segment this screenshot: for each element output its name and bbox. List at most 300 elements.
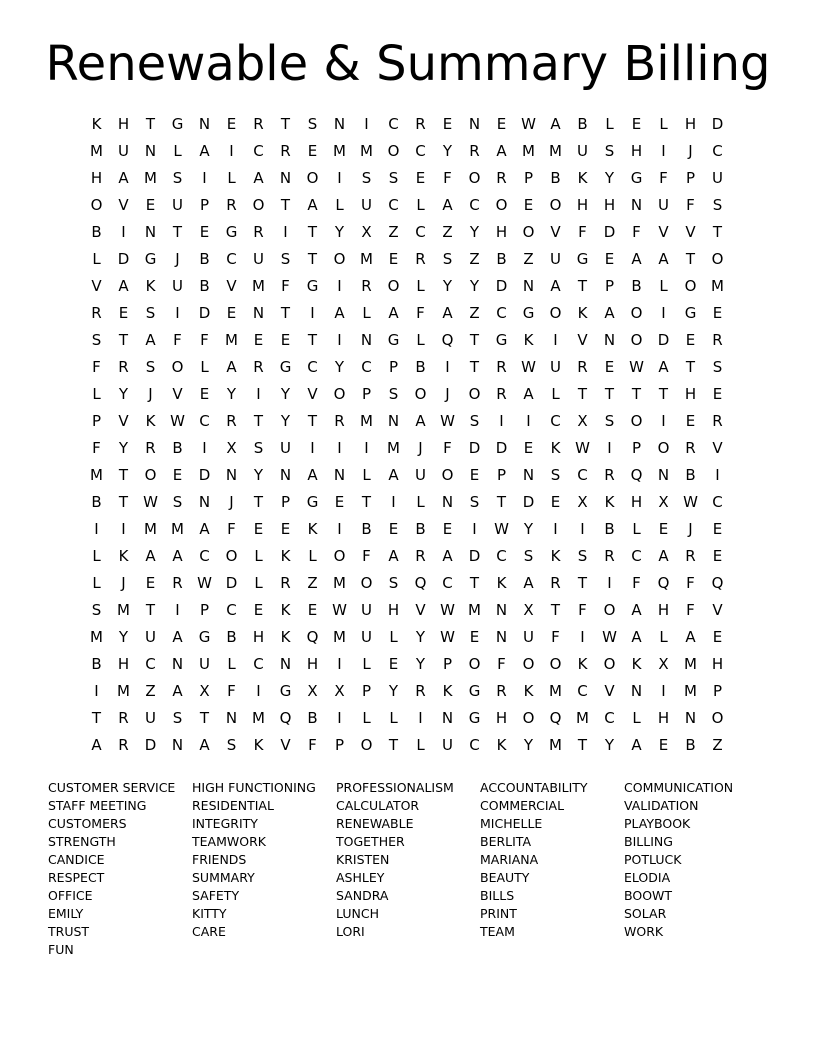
- grid-letter[interactable]: I: [337, 439, 342, 457]
- grid-letter[interactable]: I: [472, 520, 477, 538]
- grid-letter[interactable]: E: [307, 142, 318, 160]
- grid-letter[interactable]: L: [92, 385, 101, 403]
- grid-letter[interactable]: A: [442, 304, 453, 322]
- grid-letter[interactable]: X: [658, 655, 669, 673]
- grid-letter[interactable]: L: [254, 547, 263, 565]
- grid-letter[interactable]: F: [200, 331, 209, 349]
- grid-letter[interactable]: C: [469, 196, 480, 214]
- grid-letter[interactable]: T: [550, 601, 561, 619]
- grid-letter[interactable]: V: [172, 385, 183, 403]
- grid-letter[interactable]: L: [416, 196, 425, 214]
- grid-letter[interactable]: G: [279, 682, 292, 700]
- grid-letter[interactable]: L: [632, 520, 641, 538]
- grid-letter[interactable]: T: [658, 385, 669, 403]
- grid-letter[interactable]: A: [685, 628, 696, 646]
- grid-letter[interactable]: E: [550, 493, 561, 511]
- grid-letter[interactable]: E: [388, 655, 399, 673]
- grid-letter[interactable]: S: [226, 736, 237, 754]
- grid-letter[interactable]: P: [442, 655, 453, 673]
- grid-letter[interactable]: Y: [226, 385, 237, 403]
- grid-letter[interactable]: I: [337, 277, 342, 295]
- grid-letter[interactable]: M: [387, 439, 400, 457]
- grid-letter[interactable]: R: [604, 547, 615, 565]
- grid-letter[interactable]: P: [199, 196, 210, 214]
- grid-letter[interactable]: R: [712, 412, 723, 430]
- grid-letter[interactable]: Q: [441, 331, 454, 349]
- grid-letter[interactable]: I: [661, 682, 666, 700]
- grid-letter[interactable]: Q: [306, 628, 319, 646]
- grid-letter[interactable]: N: [684, 709, 697, 727]
- grid-letter[interactable]: H: [711, 655, 724, 673]
- grid-letter[interactable]: J: [418, 439, 423, 457]
- grid-letter[interactable]: G: [279, 358, 292, 376]
- grid-letter[interactable]: U: [118, 142, 129, 160]
- grid-letter[interactable]: I: [661, 412, 666, 430]
- grid-letter[interactable]: R: [172, 574, 183, 592]
- grid-letter[interactable]: E: [172, 466, 183, 484]
- grid-letter[interactable]: K: [577, 169, 588, 187]
- grid-letter[interactable]: E: [145, 196, 156, 214]
- grid-letter[interactable]: O: [144, 466, 157, 484]
- grid-letter[interactable]: R: [577, 358, 588, 376]
- grid-letter[interactable]: R: [415, 682, 426, 700]
- grid-letter[interactable]: U: [550, 358, 561, 376]
- grid-letter[interactable]: T: [712, 223, 723, 241]
- grid-letter[interactable]: O: [360, 736, 373, 754]
- grid-letter[interactable]: T: [469, 574, 480, 592]
- grid-letter[interactable]: A: [199, 142, 210, 160]
- grid-letter[interactable]: E: [118, 304, 129, 322]
- grid-letter[interactable]: R: [226, 412, 237, 430]
- grid-letter[interactable]: M: [252, 277, 265, 295]
- grid-letter[interactable]: R: [91, 304, 102, 322]
- grid-letter[interactable]: R: [712, 331, 723, 349]
- grid-letter[interactable]: C: [307, 358, 318, 376]
- grid-letter[interactable]: A: [523, 385, 534, 403]
- grid-letter[interactable]: M: [225, 331, 238, 349]
- grid-letter[interactable]: Y: [442, 277, 453, 295]
- grid-letter[interactable]: E: [685, 331, 696, 349]
- grid-letter[interactable]: O: [630, 331, 643, 349]
- grid-letter[interactable]: A: [442, 196, 453, 214]
- grid-letter[interactable]: A: [550, 115, 561, 133]
- grid-letter[interactable]: N: [171, 655, 184, 673]
- grid-letter[interactable]: C: [604, 709, 615, 727]
- grid-letter[interactable]: B: [496, 250, 507, 268]
- grid-letter[interactable]: R: [496, 682, 507, 700]
- grid-letter[interactable]: W: [494, 520, 509, 538]
- grid-letter[interactable]: T: [307, 412, 318, 430]
- grid-letter[interactable]: U: [172, 277, 183, 295]
- grid-letter[interactable]: R: [226, 196, 237, 214]
- grid-letter[interactable]: O: [360, 574, 373, 592]
- grid-letter[interactable]: T: [253, 412, 264, 430]
- grid-letter[interactable]: E: [280, 331, 291, 349]
- grid-letter[interactable]: F: [362, 547, 371, 565]
- grid-letter[interactable]: L: [92, 574, 101, 592]
- grid-letter[interactable]: O: [549, 655, 562, 673]
- grid-letter[interactable]: Y: [253, 466, 264, 484]
- grid-letter[interactable]: A: [631, 601, 642, 619]
- grid-letter[interactable]: N: [171, 736, 184, 754]
- grid-letter[interactable]: N: [522, 466, 535, 484]
- grid-letter[interactable]: E: [226, 304, 237, 322]
- grid-letter[interactable]: Z: [469, 304, 480, 322]
- grid-letter[interactable]: T: [280, 304, 291, 322]
- grid-letter[interactable]: F: [443, 169, 452, 187]
- grid-letter[interactable]: O: [387, 277, 400, 295]
- grid-letter[interactable]: X: [307, 682, 318, 700]
- grid-letter[interactable]: I: [337, 331, 342, 349]
- grid-letter[interactable]: T: [280, 196, 291, 214]
- grid-letter[interactable]: Z: [712, 736, 723, 754]
- grid-letter[interactable]: I: [499, 412, 504, 430]
- grid-letter[interactable]: Y: [523, 736, 534, 754]
- grid-letter[interactable]: X: [577, 493, 588, 511]
- grid-letter[interactable]: E: [415, 169, 426, 187]
- grid-letter[interactable]: V: [307, 385, 318, 403]
- grid-letter[interactable]: B: [307, 709, 318, 727]
- grid-letter[interactable]: O: [711, 250, 724, 268]
- grid-letter[interactable]: I: [121, 520, 126, 538]
- grid-letter[interactable]: C: [712, 493, 723, 511]
- grid-letter[interactable]: U: [361, 628, 372, 646]
- grid-letter[interactable]: B: [199, 250, 210, 268]
- grid-letter[interactable]: D: [468, 547, 481, 565]
- grid-letter[interactable]: W: [440, 601, 455, 619]
- grid-letter[interactable]: I: [310, 439, 315, 457]
- grid-letter[interactable]: F: [578, 601, 587, 619]
- grid-letter[interactable]: Q: [711, 574, 724, 592]
- grid-letter[interactable]: Q: [549, 709, 562, 727]
- grid-letter[interactable]: T: [577, 385, 588, 403]
- grid-letter[interactable]: Z: [469, 250, 480, 268]
- grid-letter[interactable]: E: [604, 358, 615, 376]
- grid-letter[interactable]: O: [522, 223, 535, 241]
- grid-letter[interactable]: K: [523, 331, 534, 349]
- grid-letter[interactable]: G: [144, 250, 157, 268]
- grid-letter[interactable]: A: [523, 574, 534, 592]
- grid-letter[interactable]: J: [121, 574, 126, 592]
- grid-letter[interactable]: M: [333, 628, 346, 646]
- grid-letter[interactable]: N: [279, 169, 292, 187]
- grid-letter[interactable]: W: [440, 628, 455, 646]
- grid-letter[interactable]: O: [468, 385, 481, 403]
- grid-letter[interactable]: E: [523, 439, 534, 457]
- grid-letter[interactable]: P: [523, 169, 534, 187]
- grid-letter[interactable]: A: [496, 142, 507, 160]
- grid-letter[interactable]: X: [334, 682, 345, 700]
- grid-letter[interactable]: R: [685, 547, 696, 565]
- grid-letter[interactable]: R: [334, 412, 345, 430]
- grid-letter[interactable]: Y: [523, 520, 534, 538]
- grid-letter[interactable]: A: [604, 304, 615, 322]
- grid-letter[interactable]: D: [603, 223, 616, 241]
- grid-letter[interactable]: C: [550, 412, 561, 430]
- grid-letter[interactable]: F: [92, 439, 101, 457]
- grid-letter[interactable]: C: [415, 142, 426, 160]
- grid-letter[interactable]: A: [91, 736, 102, 754]
- grid-letter[interactable]: Y: [442, 142, 453, 160]
- grid-letter[interactable]: N: [630, 682, 643, 700]
- grid-letter[interactable]: I: [337, 520, 342, 538]
- grid-letter[interactable]: G: [684, 304, 697, 322]
- grid-letter[interactable]: S: [604, 142, 615, 160]
- grid-letter[interactable]: B: [415, 358, 426, 376]
- grid-letter[interactable]: M: [90, 142, 103, 160]
- grid-letter[interactable]: R: [496, 358, 507, 376]
- grid-letter[interactable]: G: [495, 331, 508, 349]
- grid-letter[interactable]: A: [388, 304, 399, 322]
- grid-letter[interactable]: V: [226, 277, 237, 295]
- grid-letter[interactable]: X: [199, 682, 210, 700]
- grid-letter[interactable]: T: [307, 331, 318, 349]
- grid-letter[interactable]: E: [631, 115, 642, 133]
- grid-letter[interactable]: E: [712, 547, 723, 565]
- grid-letter[interactable]: T: [469, 331, 480, 349]
- grid-letter[interactable]: F: [632, 223, 641, 241]
- grid-letter[interactable]: T: [118, 493, 129, 511]
- grid-letter[interactable]: W: [440, 412, 455, 430]
- grid-letter[interactable]: D: [495, 439, 508, 457]
- grid-letter[interactable]: E: [658, 736, 669, 754]
- grid-letter[interactable]: H: [252, 628, 265, 646]
- grid-letter[interactable]: U: [361, 601, 372, 619]
- grid-letter[interactable]: Y: [280, 385, 291, 403]
- grid-letter[interactable]: C: [388, 196, 399, 214]
- grid-letter[interactable]: E: [388, 520, 399, 538]
- grid-letter[interactable]: L: [335, 196, 344, 214]
- grid-letter[interactable]: V: [604, 682, 615, 700]
- grid-letter[interactable]: G: [306, 493, 319, 511]
- grid-letter[interactable]: L: [92, 250, 101, 268]
- grid-letter[interactable]: H: [576, 196, 589, 214]
- grid-letter[interactable]: E: [226, 115, 237, 133]
- grid-letter[interactable]: R: [604, 466, 615, 484]
- grid-letter[interactable]: E: [685, 412, 696, 430]
- grid-letter[interactable]: L: [227, 655, 236, 673]
- grid-letter[interactable]: S: [91, 601, 102, 619]
- grid-letter[interactable]: A: [631, 250, 642, 268]
- grid-letter[interactable]: O: [414, 385, 427, 403]
- grid-letter[interactable]: Y: [415, 655, 426, 673]
- grid-letter[interactable]: R: [253, 358, 264, 376]
- grid-letter[interactable]: M: [117, 682, 130, 700]
- grid-letter[interactable]: A: [145, 547, 156, 565]
- grid-letter[interactable]: H: [603, 196, 616, 214]
- grid-letter[interactable]: B: [550, 169, 561, 187]
- grid-letter[interactable]: A: [658, 250, 669, 268]
- grid-letter[interactable]: E: [253, 331, 264, 349]
- grid-letter[interactable]: X: [226, 439, 237, 457]
- grid-letter[interactable]: H: [387, 601, 400, 619]
- grid-letter[interactable]: L: [416, 331, 425, 349]
- grid-letter[interactable]: V: [685, 223, 696, 241]
- grid-letter[interactable]: Y: [118, 628, 129, 646]
- grid-letter[interactable]: F: [443, 439, 452, 457]
- grid-letter[interactable]: K: [91, 115, 102, 133]
- grid-letter[interactable]: G: [522, 304, 535, 322]
- grid-letter[interactable]: O: [333, 250, 346, 268]
- grid-letter[interactable]: S: [388, 169, 399, 187]
- grid-letter[interactable]: V: [118, 196, 129, 214]
- grid-letter[interactable]: O: [90, 196, 103, 214]
- grid-letter[interactable]: D: [198, 304, 211, 322]
- grid-letter[interactable]: E: [496, 115, 507, 133]
- grid-letter[interactable]: A: [550, 277, 561, 295]
- grid-letter[interactable]: L: [254, 574, 263, 592]
- grid-letter[interactable]: I: [607, 574, 612, 592]
- grid-letter[interactable]: I: [175, 601, 180, 619]
- grid-letter[interactable]: K: [118, 547, 129, 565]
- grid-letter[interactable]: T: [118, 466, 129, 484]
- grid-letter[interactable]: D: [468, 439, 481, 457]
- grid-letter[interactable]: F: [497, 655, 506, 673]
- grid-letter[interactable]: A: [118, 169, 129, 187]
- grid-letter[interactable]: I: [202, 169, 207, 187]
- grid-letter[interactable]: G: [576, 250, 589, 268]
- grid-letter[interactable]: M: [90, 628, 103, 646]
- grid-letter[interactable]: W: [602, 628, 617, 646]
- grid-letter[interactable]: F: [92, 358, 101, 376]
- grid-letter[interactable]: Q: [279, 709, 292, 727]
- grid-letter[interactable]: Z: [523, 250, 534, 268]
- grid-letter[interactable]: R: [415, 547, 426, 565]
- grid-letter[interactable]: P: [361, 385, 372, 403]
- grid-letter[interactable]: I: [283, 223, 288, 241]
- grid-letter[interactable]: S: [550, 466, 561, 484]
- grid-letter[interactable]: Y: [388, 682, 399, 700]
- grid-letter[interactable]: F: [686, 574, 695, 592]
- grid-letter[interactable]: V: [658, 223, 669, 241]
- grid-letter[interactable]: B: [631, 277, 642, 295]
- grid-letter[interactable]: W: [332, 601, 347, 619]
- grid-letter[interactable]: A: [307, 466, 318, 484]
- grid-letter[interactable]: I: [661, 142, 666, 160]
- grid-letter[interactable]: L: [227, 169, 236, 187]
- grid-letter[interactable]: D: [198, 466, 211, 484]
- grid-letter[interactable]: R: [253, 223, 264, 241]
- grid-letter[interactable]: C: [631, 547, 642, 565]
- grid-letter[interactable]: O: [522, 655, 535, 673]
- grid-letter[interactable]: L: [200, 358, 209, 376]
- grid-letter[interactable]: O: [522, 709, 535, 727]
- grid-letter[interactable]: N: [360, 331, 373, 349]
- grid-letter[interactable]: I: [391, 493, 396, 511]
- grid-letter[interactable]: R: [685, 439, 696, 457]
- grid-letter[interactable]: N: [279, 466, 292, 484]
- grid-letter[interactable]: F: [578, 223, 587, 241]
- grid-letter[interactable]: O: [711, 709, 724, 727]
- grid-letter[interactable]: T: [145, 115, 156, 133]
- grid-letter[interactable]: O: [225, 547, 238, 565]
- grid-letter[interactable]: R: [145, 439, 156, 457]
- grid-letter[interactable]: G: [225, 223, 238, 241]
- grid-letter[interactable]: C: [253, 142, 264, 160]
- grid-letter[interactable]: E: [712, 304, 723, 322]
- grid-letter[interactable]: T: [91, 709, 102, 727]
- grid-letter[interactable]: V: [91, 277, 102, 295]
- grid-letter[interactable]: E: [442, 520, 453, 538]
- grid-letter[interactable]: C: [253, 655, 264, 673]
- grid-letter[interactable]: J: [688, 520, 693, 538]
- grid-letter[interactable]: S: [577, 547, 588, 565]
- grid-letter[interactable]: T: [577, 277, 588, 295]
- grid-letter[interactable]: I: [337, 169, 342, 187]
- grid-letter[interactable]: I: [337, 709, 342, 727]
- grid-letter[interactable]: N: [495, 628, 508, 646]
- grid-letter[interactable]: K: [577, 655, 588, 673]
- grid-letter[interactable]: F: [686, 601, 695, 619]
- grid-letter[interactable]: S: [712, 358, 723, 376]
- grid-letter[interactable]: S: [172, 493, 183, 511]
- grid-letter[interactable]: W: [197, 574, 212, 592]
- grid-letter[interactable]: L: [308, 547, 317, 565]
- grid-letter[interactable]: O: [630, 304, 643, 322]
- grid-letter[interactable]: E: [388, 250, 399, 268]
- grid-letter[interactable]: A: [118, 277, 129, 295]
- grid-letter[interactable]: C: [361, 358, 372, 376]
- grid-letter[interactable]: T: [307, 250, 318, 268]
- grid-letter[interactable]: S: [145, 358, 156, 376]
- grid-letter[interactable]: N: [144, 223, 157, 241]
- grid-letter[interactable]: N: [252, 304, 265, 322]
- grid-letter[interactable]: L: [416, 736, 425, 754]
- grid-letter[interactable]: S: [91, 331, 102, 349]
- grid-letter[interactable]: W: [143, 493, 158, 511]
- grid-letter[interactable]: T: [118, 331, 129, 349]
- grid-letter[interactable]: L: [389, 709, 398, 727]
- grid-letter[interactable]: L: [416, 493, 425, 511]
- grid-letter[interactable]: Y: [280, 412, 291, 430]
- grid-letter[interactable]: T: [253, 493, 264, 511]
- grid-letter[interactable]: D: [522, 493, 535, 511]
- grid-letter[interactable]: T: [685, 358, 696, 376]
- grid-letter[interactable]: N: [603, 331, 616, 349]
- grid-letter[interactable]: A: [307, 196, 318, 214]
- grid-letter[interactable]: H: [117, 115, 130, 133]
- grid-letter[interactable]: S: [361, 169, 372, 187]
- grid-letter[interactable]: R: [469, 142, 480, 160]
- grid-letter[interactable]: K: [145, 412, 156, 430]
- grid-letter[interactable]: P: [388, 358, 399, 376]
- grid-letter[interactable]: G: [198, 628, 211, 646]
- grid-letter[interactable]: H: [306, 655, 319, 673]
- grid-letter[interactable]: R: [118, 358, 129, 376]
- grid-letter[interactable]: G: [171, 115, 184, 133]
- grid-letter[interactable]: W: [521, 358, 536, 376]
- grid-letter[interactable]: R: [118, 709, 129, 727]
- grid-letter[interactable]: I: [526, 412, 531, 430]
- grid-letter[interactable]: M: [252, 709, 265, 727]
- grid-letter[interactable]: S: [469, 493, 480, 511]
- grid-letter[interactable]: H: [657, 601, 670, 619]
- grid-letter[interactable]: F: [281, 277, 290, 295]
- grid-letter[interactable]: A: [658, 547, 669, 565]
- grid-letter[interactable]: E: [658, 520, 669, 538]
- grid-letter[interactable]: K: [442, 682, 453, 700]
- grid-letter[interactable]: E: [604, 250, 615, 268]
- grid-letter[interactable]: F: [632, 574, 641, 592]
- grid-letter[interactable]: S: [280, 250, 291, 268]
- grid-letter[interactable]: I: [94, 520, 99, 538]
- grid-letter[interactable]: P: [199, 601, 210, 619]
- grid-letter[interactable]: Z: [307, 574, 318, 592]
- grid-letter[interactable]: T: [280, 115, 291, 133]
- grid-letter[interactable]: A: [631, 736, 642, 754]
- grid-letter[interactable]: L: [362, 655, 371, 673]
- grid-letter[interactable]: Q: [630, 466, 643, 484]
